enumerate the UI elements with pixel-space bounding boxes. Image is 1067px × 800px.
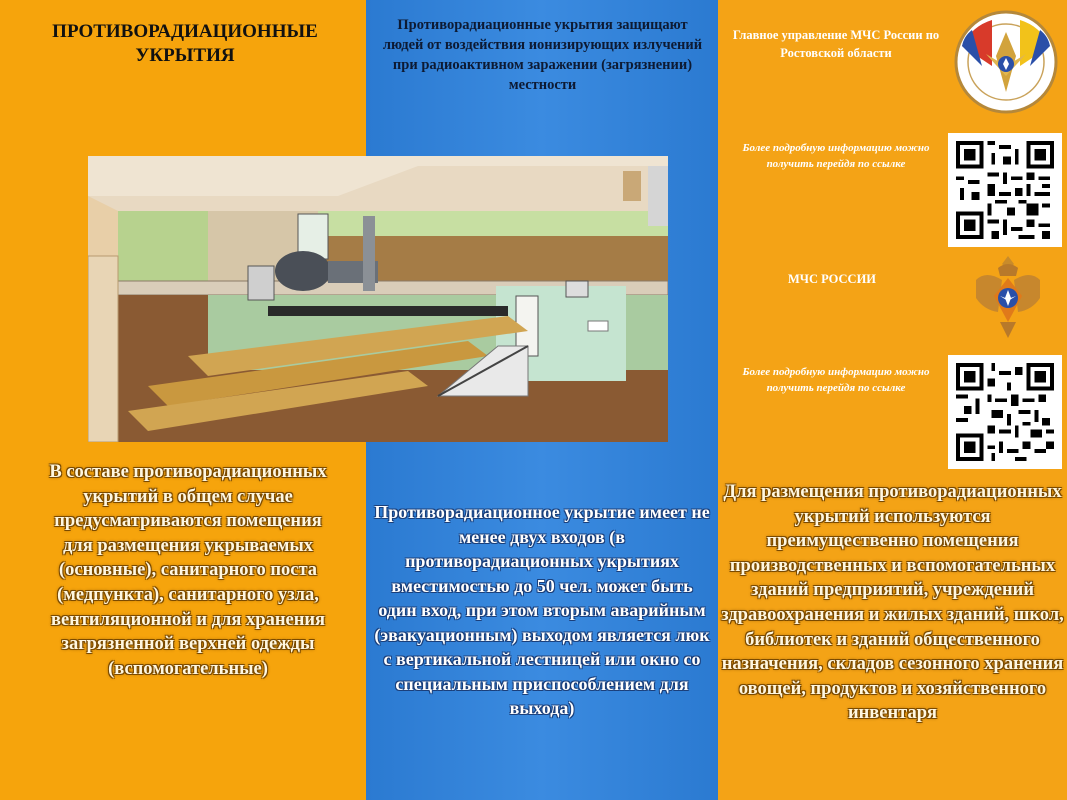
organization-name: Главное управление МЧС России по Ростовской области (732, 28, 940, 60)
qr-code-icon (956, 363, 1054, 461)
shelter-illustration (88, 156, 668, 442)
qr-code-2[interactable] (948, 355, 1062, 469)
placement-text: Для размещения противорадиационных укрытий используются преимущественно помещения производственных и вспомогательных зданий предприятий, учреждений здравоохранения и жилых зданий, школ, библиотек и зданий общественного назначения, складов сезонного хранения овощей, продуктов и хозяйственного инвентаря (721, 482, 1064, 724)
more-info-text-2: Более подробную информацию можно получить перейдя по ссылке (742, 366, 930, 394)
intro-text: Противорадиационные укрытия защищают людей от воздействия ионизирующих излучений при радиоактивном заражении (загрязнении) местности (382, 17, 703, 93)
entrances-text: Противорадиационное укрытие имеет не менее двух входов (в противорадиационных укрытиях вместимостью до 50 чел. может быть один вход, при этом вторым аварийным (эвакуационным) выходом является люк с вертикальной лестницей или окно со специальным приспособлением для выхода) (374, 502, 710, 718)
more-info-text-1: Более подробную информацию можно получить перейдя по ссылке (742, 142, 930, 170)
qr-code-1[interactable] (948, 133, 1062, 247)
qr-code-icon (956, 141, 1054, 239)
shelter-rooms-text: В составе противорадиационных укрытий в общем случае предусматриваются помещения для размещения укрываемых (основные), санитарного поста (медпункта), санитарного узла, вентиляционной и для хранения загрязненной верхней одежды (вспомогательные) (49, 462, 327, 679)
mchs-label: МЧС РОССИИ (787, 272, 877, 286)
mchs-rostov-emblem-icon (952, 6, 1060, 118)
page-title: ПРОТИВОРАДИАЦИОННЫЕ УКРЫТИЯ (52, 21, 318, 66)
mchs-eagle-emblem-icon (972, 250, 1044, 342)
